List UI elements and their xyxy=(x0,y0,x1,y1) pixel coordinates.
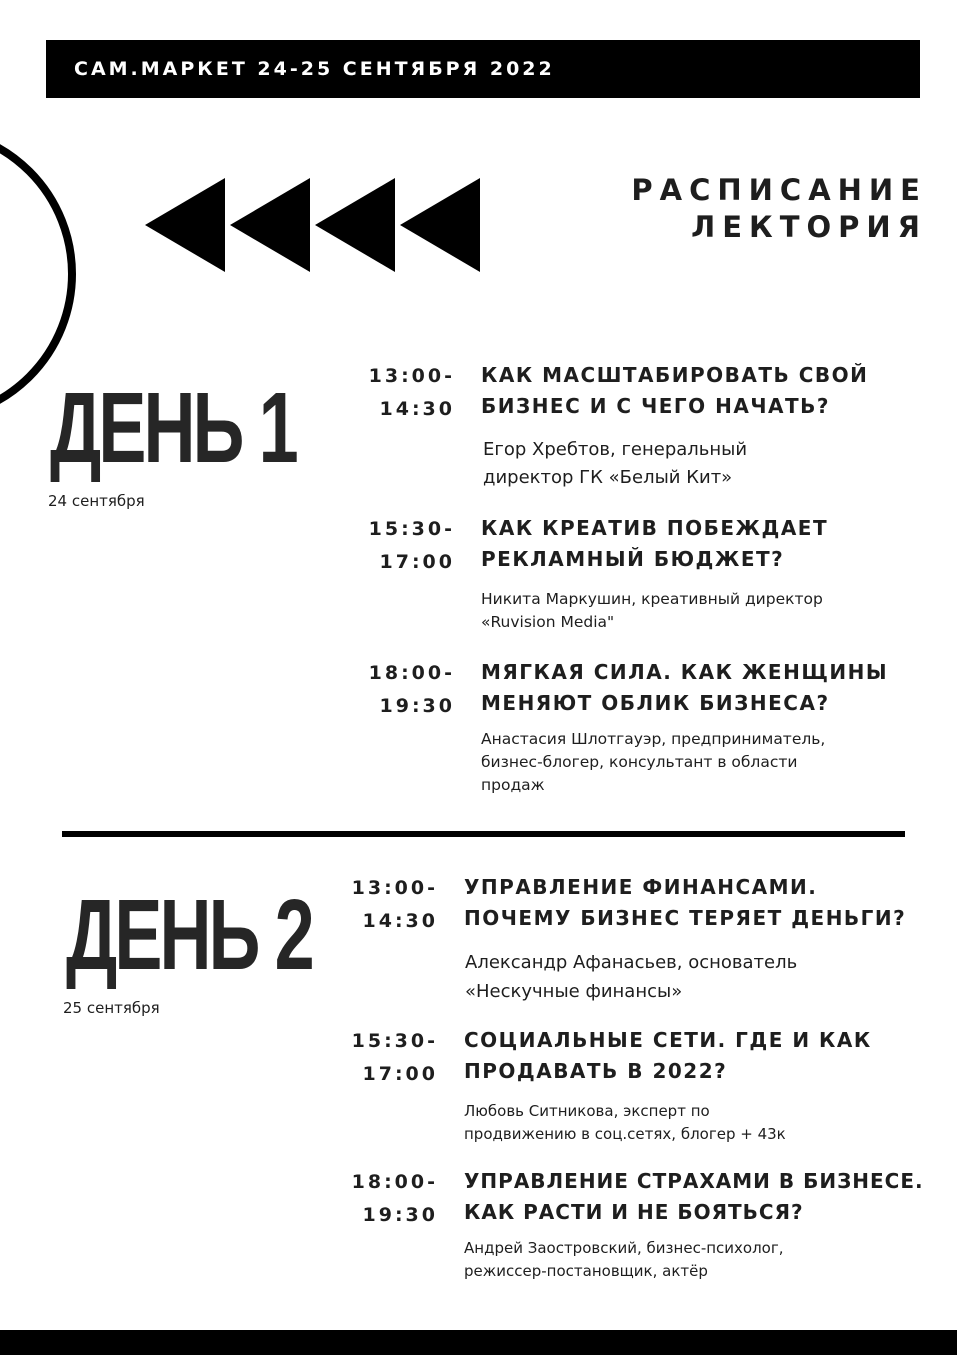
page-title-line1: РАСПИСАНИЕ xyxy=(631,173,927,207)
session-time: 18:00- 19:30 xyxy=(351,1171,438,1226)
page-title-line2: ЛЕКТОРИЯ xyxy=(691,210,927,244)
session-time: 15:30- 17:00 xyxy=(368,518,455,573)
session-speaker: Андрей Заостровский, бизнес-психолог, режиссер-постановщик, актёр xyxy=(464,1239,784,1280)
day2-date: 25 сентября xyxy=(63,999,160,1017)
session-speaker: Егор Хребтов, генеральный директор ГК «Белый Кит» xyxy=(483,439,748,488)
session-title: УПРАВЛЕНИЕ ФИНАНСАМИ. ПОЧЕМУ БИЗНЕС ТЕРЯЕТ ДЕНЬГИ? xyxy=(464,875,907,930)
day2-heading: ДЕНЬ 2 xyxy=(66,879,312,991)
event-banner-text: САМ.МАРКЕТ 24-25 СЕНТЯБРЯ 2022 xyxy=(74,58,555,80)
session-title: УПРАВЛЕНИЕ СТРАХАМИ В БИЗНЕСЕ. КАК РАСТИ И НЕ БОЯТЬСЯ? xyxy=(464,1169,924,1224)
rewind-arrows-icon xyxy=(145,178,480,272)
session-time: 15:30- 17:00 xyxy=(351,1030,438,1085)
session-title: СОЦИАЛЬНЫЕ СЕТИ. ГДЕ И КАК ПРОДАВАТЬ В 2022? xyxy=(464,1028,872,1083)
session-time: 13:00- 14:30 xyxy=(351,877,438,932)
page-title xyxy=(631,172,927,246)
day1-heading: ДЕНЬ 1 xyxy=(50,372,296,484)
day1-date: 24 сентября xyxy=(48,492,145,510)
session-speaker: Никита Маркушин, креативный директор «Ruvision Media" xyxy=(481,590,823,631)
day-divider xyxy=(62,831,905,837)
bottom-bar xyxy=(0,1330,957,1355)
session-title: МЯГКАЯ СИЛА. КАК ЖЕНЩИНЫ МЕНЯЮТ ОБЛИК БИЗНЕСА? xyxy=(481,660,889,715)
session-time: 13:00- 14:30 xyxy=(368,365,455,420)
event-banner xyxy=(46,40,920,98)
session-title: КАК КРЕАТИВ ПОБЕЖДАЕТ РЕКЛАМНЫЙ БЮДЖЕТ? xyxy=(481,516,829,571)
session-time: 18:00- 19:30 xyxy=(368,662,455,717)
session-speaker: Александр Афанасьев, основатель «Нескучные финансы» xyxy=(465,952,798,1002)
session-title: КАК МАСШТАБИРОВАТЬ СВОЙ БИЗНЕС И С ЧЕГО НАЧАТЬ? xyxy=(481,363,869,418)
session-speaker: Анастасия Шлотгауэр, предприниматель, бизнес-блогер, консультант в области продаж xyxy=(481,730,826,794)
session-speaker: Любовь Ситникова, эксперт по продвижению в соц.сетях, блогер + 43к xyxy=(464,1102,786,1143)
